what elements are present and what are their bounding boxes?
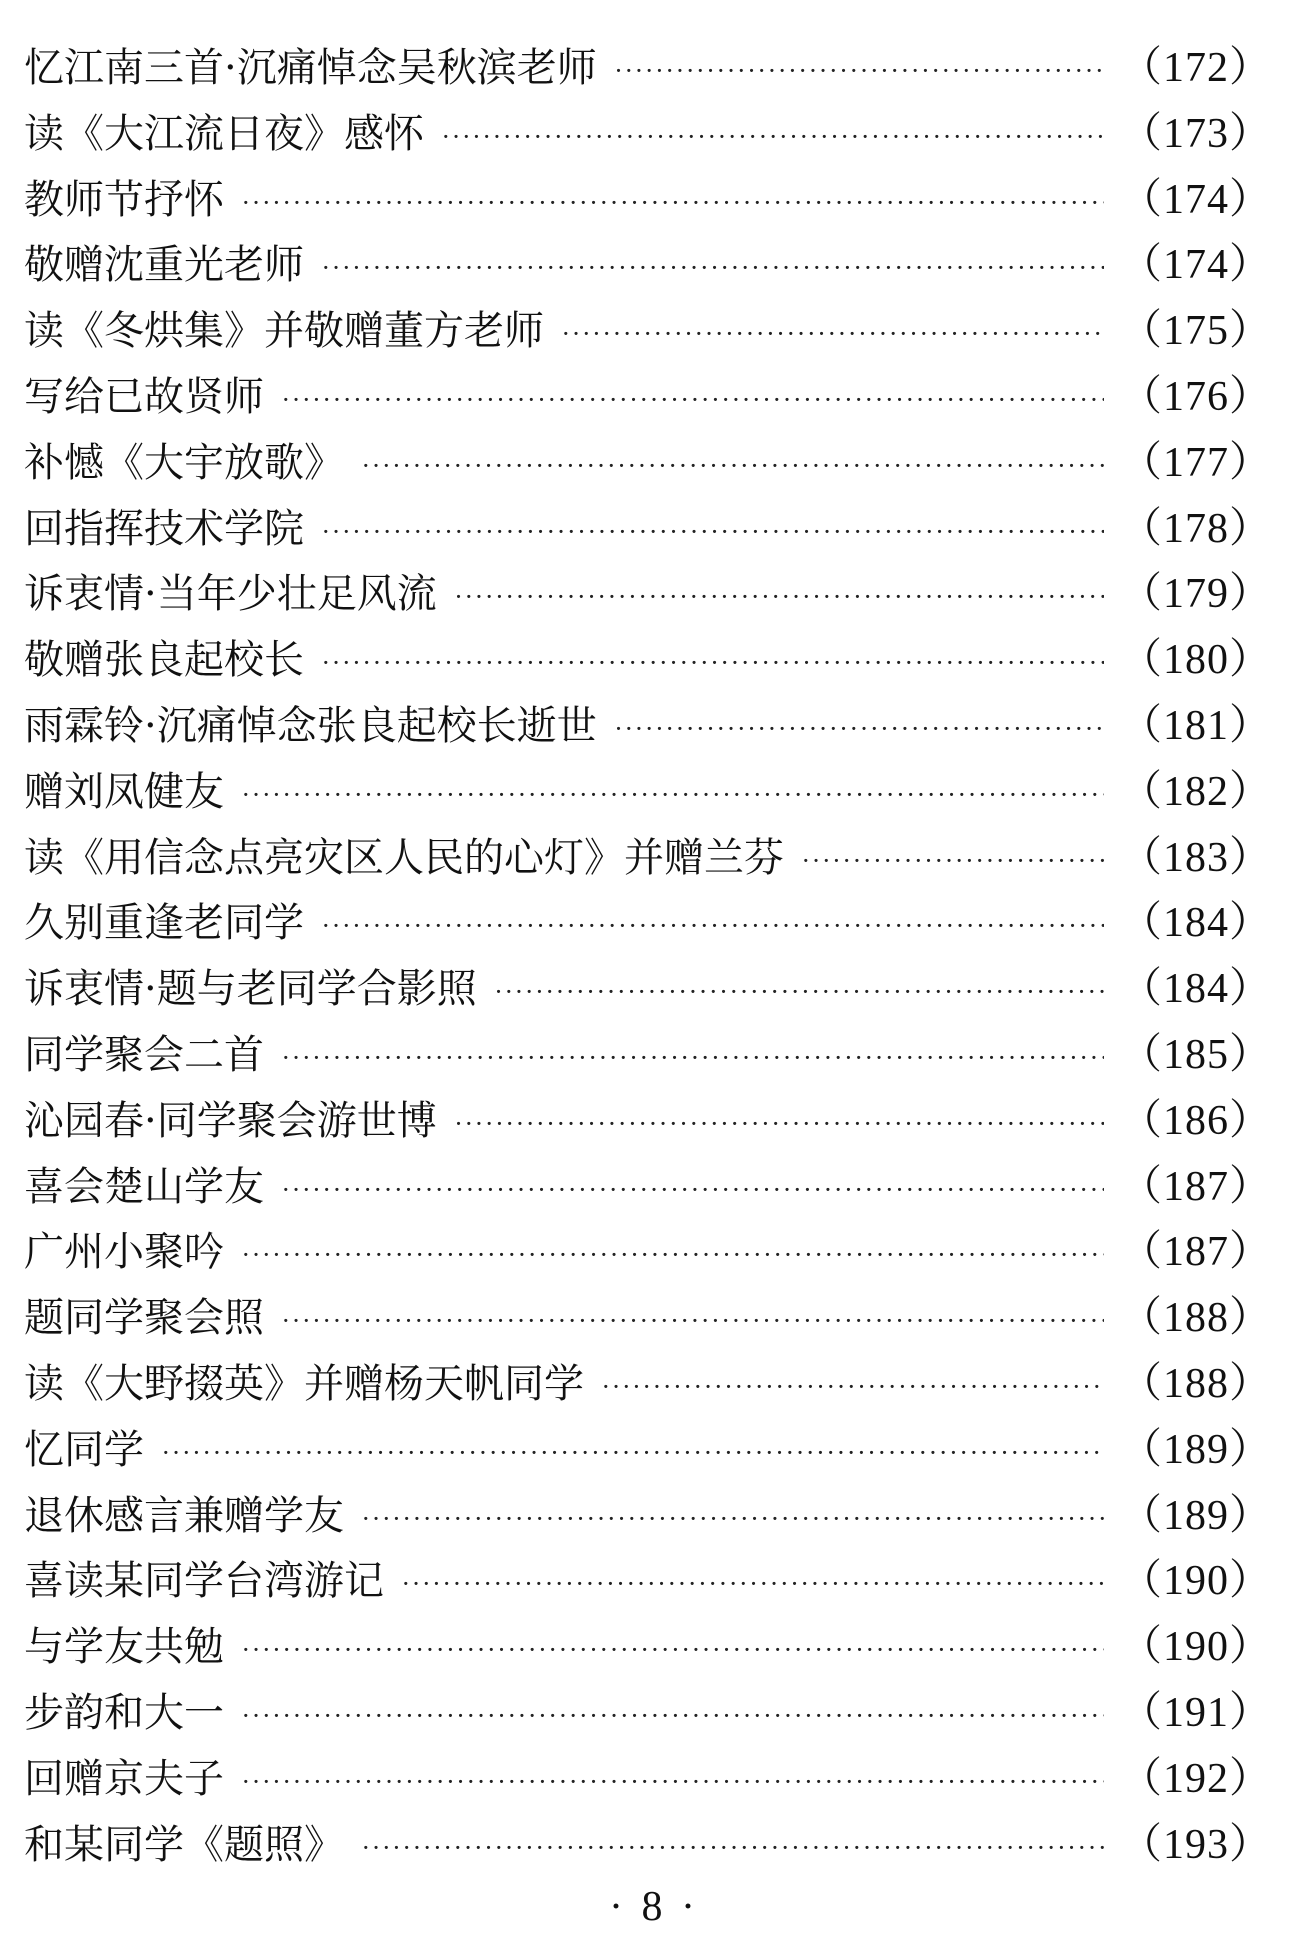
dot-leader <box>282 1170 1104 1210</box>
toc-entry <box>24 1755 1272 1825</box>
toc-entry <box>24 1492 1272 1562</box>
toc-entry-title: 回指挥技术学院 <box>24 505 304 552</box>
toc-entry-page: （173） <box>1119 110 1272 157</box>
dot-leader <box>282 380 1104 420</box>
dot-leader <box>442 117 1104 157</box>
toc-entry-title: 读《大江流日夜》感怀 <box>24 110 424 157</box>
dot-leader <box>362 1499 1104 1539</box>
toc-entry-page: （189） <box>1119 1492 1272 1539</box>
toc-entry-page: （178） <box>1119 505 1272 552</box>
toc-entry-title: 诉衷情·当年少壮足风流 <box>24 571 437 618</box>
toc-entry-title: 忆江南三首·沉痛悼念吴秋滨老师 <box>24 45 597 91</box>
dot-leader <box>282 1038 1104 1078</box>
toc-entry-page: （181） <box>1119 702 1272 749</box>
toc-entry-title: 步韵和大一 <box>24 1689 224 1736</box>
toc-entry <box>24 1295 1272 1364</box>
dot-leader <box>282 1301 1104 1341</box>
dot-leader <box>362 1828 1104 1868</box>
toc-entry-title: 和某同学《题照》 <box>24 1821 344 1868</box>
dot-leader <box>322 643 1104 683</box>
toc-entry-title: 雨霖铃·沉痛悼念张良起校长逝世 <box>24 702 597 749</box>
toc-entry <box>24 110 1272 180</box>
toc-entry-page: （180） <box>1119 637 1272 684</box>
toc-entry-page: （183） <box>1119 834 1272 881</box>
toc-entry <box>24 439 1272 509</box>
toc-entry-title: 读《冬烘集》并敬赠董方老师 <box>24 308 544 355</box>
toc-entry-title: 题同学聚会照 <box>24 1295 264 1342</box>
toc-entry-title: 忆同学 <box>24 1426 144 1473</box>
toc-entry-title: 与学友共勉 <box>24 1624 224 1671</box>
dot-leader <box>242 1235 1104 1275</box>
toc-entry-title: 喜会楚山学友 <box>24 1163 264 1210</box>
dot-leader <box>242 1762 1104 1802</box>
toc-entry <box>24 45 1272 114</box>
toc-entry <box>24 1821 1272 1891</box>
dot-leader <box>562 314 1104 354</box>
toc-entry <box>24 571 1272 640</box>
toc-entry <box>24 900 1272 969</box>
page-number: · 8 · <box>609 1884 699 1930</box>
dot-leader <box>362 446 1104 486</box>
toc-entry-page: （182） <box>1119 768 1272 815</box>
toc-entry-title: 退休感言兼赠学友 <box>24 1492 344 1539</box>
toc-entry-page: （172） <box>1119 45 1272 91</box>
toc-entry <box>24 1558 1272 1627</box>
dot-leader <box>802 841 1104 881</box>
toc-entry-title: 回赠京夫子 <box>24 1755 224 1802</box>
dot-leader <box>495 972 1104 1012</box>
toc-entry <box>24 1689 1272 1759</box>
dot-leader <box>242 775 1104 815</box>
toc-entry-title: 补憾《大宇放歌》 <box>24 439 344 486</box>
toc-entry <box>24 1031 1272 1101</box>
toc-entry-title: 写给已故贤师 <box>24 373 264 420</box>
dot-leader <box>455 1104 1104 1144</box>
toc-entry-title: 同学聚会二首 <box>24 1031 264 1078</box>
toc-entry-page: （174） <box>1119 176 1272 223</box>
toc-entry-title: 久别重逢老同学 <box>24 900 304 947</box>
toc-entry-page: （184） <box>1119 966 1272 1013</box>
toc-entry-page: （190） <box>1119 1624 1272 1671</box>
toc-entry-title: 读《大野掇英》并赠杨天帆同学 <box>24 1360 584 1407</box>
toc-entry <box>24 505 1272 575</box>
toc-entry <box>24 176 1272 246</box>
toc-entry <box>24 834 1272 904</box>
toc-entry-page: （186） <box>1119 1097 1272 1144</box>
toc-entry-title: 教师节抒怀 <box>24 176 224 223</box>
toc-entry-page: （188） <box>1119 1360 1272 1407</box>
toc-entry-page: （193） <box>1119 1821 1272 1868</box>
toc-entry <box>24 768 1272 838</box>
toc-entry-page: （192） <box>1119 1755 1272 1802</box>
toc-entry-page: （191） <box>1119 1689 1272 1736</box>
toc-entry <box>24 1097 1272 1167</box>
toc-entry-page: （190） <box>1119 1558 1272 1605</box>
toc-entry-title: 敬赠张良起校长 <box>24 637 304 684</box>
dot-leader <box>242 183 1104 223</box>
toc-entry-title: 沁园春·同学聚会游世博 <box>24 1097 437 1144</box>
dot-leader <box>602 1367 1104 1407</box>
dot-leader <box>322 512 1104 552</box>
toc-entry-title: 赠刘凤健友 <box>24 768 224 815</box>
toc-entry <box>24 702 1272 772</box>
toc-entry <box>24 1360 1272 1430</box>
dot-leader <box>615 51 1104 91</box>
toc-entry <box>24 1624 1272 1693</box>
toc-entry-title: 敬赠沈重光老师 <box>24 242 304 289</box>
toc-entry-page: （177） <box>1119 439 1272 486</box>
dot-leader <box>322 906 1104 946</box>
toc-entry <box>24 1163 1272 1233</box>
dot-leader <box>242 1696 1104 1736</box>
dot-leader <box>615 709 1104 749</box>
toc-entry-page: （176） <box>1119 373 1272 420</box>
toc-entry-page: （187） <box>1119 1163 1272 1210</box>
toc-entry <box>24 1426 1272 1496</box>
toc-entry-page: （185） <box>1119 1031 1272 1078</box>
toc-entry-page: （184） <box>1119 900 1272 947</box>
toc-entry <box>24 1229 1272 1298</box>
toc-entry-page: （187） <box>1119 1229 1272 1276</box>
toc-entry <box>24 966 1272 1035</box>
dot-leader <box>455 577 1104 617</box>
dot-leader <box>402 1564 1104 1604</box>
toc-entry-page: （175） <box>1119 308 1272 355</box>
dot-leader <box>322 248 1104 288</box>
toc-entry-page: （174） <box>1119 242 1272 289</box>
toc-entry-title: 喜读某同学台湾游记 <box>24 1558 384 1605</box>
toc-entry <box>24 242 1272 311</box>
toc-entry-title: 读《用信念点亮灾区人民的心灯》并赠兰芬 <box>24 834 784 881</box>
toc-entry <box>24 373 1272 443</box>
toc-entry-title: 广州小聚吟 <box>24 1229 224 1276</box>
toc-entry-title: 诉衷情·题与老同学合影照 <box>24 966 477 1013</box>
dot-leader <box>242 1630 1104 1670</box>
toc-entry-page: （188） <box>1119 1295 1272 1342</box>
table-of-contents <box>24 45 1272 1890</box>
toc-entry-page: （189） <box>1119 1426 1272 1473</box>
dot-leader <box>162 1433 1104 1473</box>
toc-entry <box>24 308 1272 377</box>
toc-entry <box>24 637 1272 706</box>
toc-entry-page: （179） <box>1119 571 1272 618</box>
